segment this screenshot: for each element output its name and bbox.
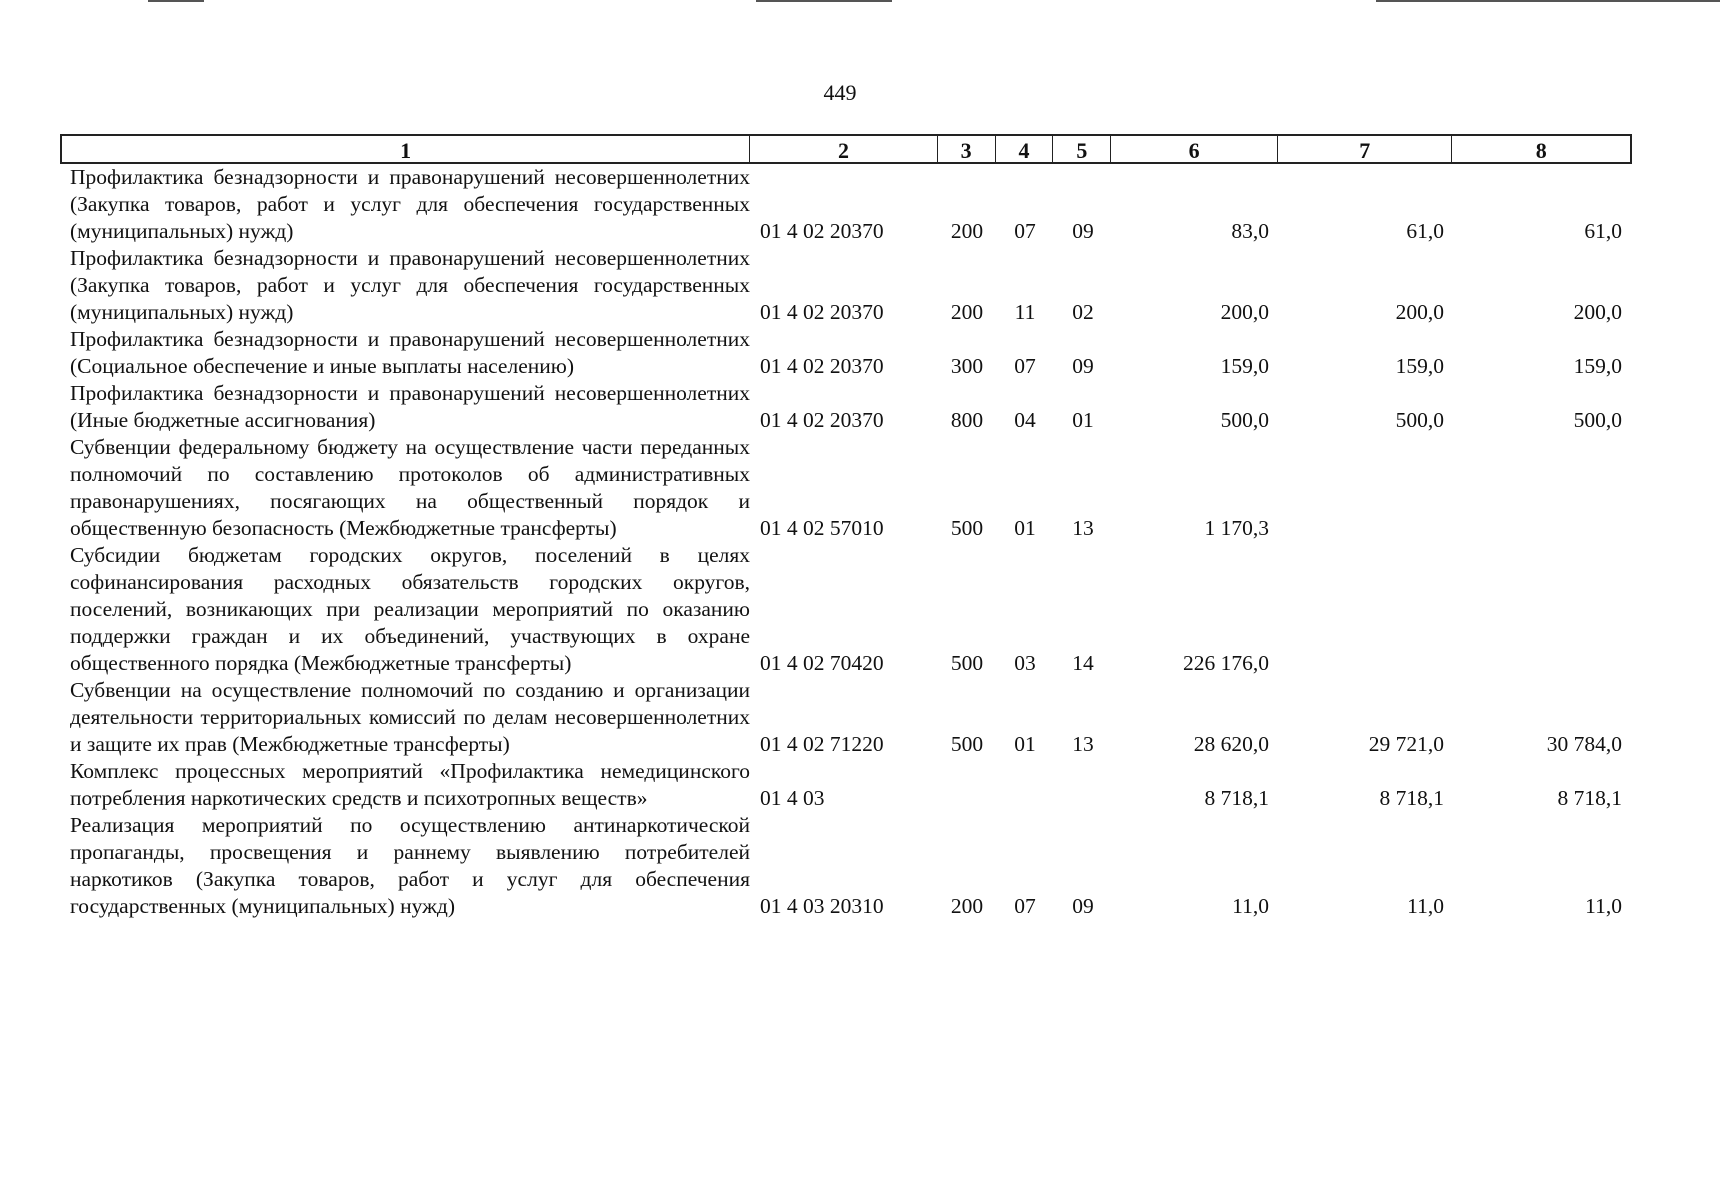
- column-header: 6: [1111, 136, 1278, 162]
- amount-column-8: 11,0: [1585, 894, 1622, 918]
- amount-column-8: 200,0: [1573, 300, 1622, 324]
- amount-column-8: 61,0: [1584, 219, 1622, 243]
- expense-type-code: 200: [950, 300, 984, 324]
- amount-column-6: 28 620,0: [1193, 732, 1269, 756]
- column-header: 1: [62, 136, 750, 162]
- amount-column-8: 30 784,0: [1546, 732, 1622, 756]
- column-header: 5: [1053, 136, 1111, 162]
- target-article-code: 01 4 02 20370: [760, 354, 884, 378]
- row-description: Профилактика безнадзорности и правонарушений несовершеннолетних (Закупка товаров, работ и услуг для обеспечения государственных (муниципальных) нужд): [70, 165, 750, 243]
- target-article-code: 01 4 02 57010: [760, 516, 884, 540]
- table-row: [60, 542, 1632, 677]
- amount-column-6: 8 718,1: [1204, 786, 1269, 810]
- expense-type-code: 500: [950, 732, 984, 756]
- row-description: Субсидии бюджетам городских округов, поселений в целях софинансирования расходных обязательств городских округов, поселений, возникающих при реализации мероприятий по оказанию поддержки граждан и их объединений, участвующих в охране общественного порядка (Межбюджетные трансферты): [70, 543, 750, 675]
- table-row: [60, 758, 1632, 812]
- table-row: [60, 326, 1632, 380]
- section-code: 03: [1014, 651, 1036, 675]
- expense-type-code: 200: [950, 894, 984, 918]
- target-article-code: 01 4 02 71220: [760, 732, 884, 756]
- amount-column-7: 500,0: [1395, 408, 1444, 432]
- subsection-code: 01: [1072, 408, 1094, 432]
- table-row: [60, 245, 1632, 326]
- row-description: Субвенции федеральному бюджету на осуществление части переданных полномочий по составлению протоколов об административных правонарушениях, посягающих на общественный порядок и общественную безопасность (Межбюджетные трансферты): [70, 435, 750, 540]
- amount-column-7: 61,0: [1406, 219, 1444, 243]
- target-article-code: 01 4 02 70420: [760, 651, 884, 675]
- column-header: 2: [750, 136, 938, 162]
- column-header: 7: [1278, 136, 1453, 162]
- target-article-code: 01 4 03 20310: [760, 894, 884, 918]
- amount-column-6: 1 170,3: [1204, 516, 1269, 540]
- section-code: 01: [1014, 732, 1036, 756]
- subsection-code: 14: [1072, 651, 1094, 675]
- expense-type-code: 300: [950, 354, 984, 378]
- scan-edge-line: [756, 0, 892, 2]
- amount-column-6: 200,0: [1220, 300, 1269, 324]
- table-row: [60, 677, 1632, 758]
- column-header: 3: [938, 136, 996, 162]
- table-row: [60, 812, 1632, 920]
- target-article-code: 01 4 02 20370: [760, 219, 884, 243]
- amount-column-6: 226 176,0: [1183, 651, 1269, 675]
- table-header: [60, 134, 1632, 164]
- amount-column-8: 8 718,1: [1557, 786, 1622, 810]
- column-header: 8: [1535, 137, 1547, 163]
- expense-type-code: 200: [950, 219, 984, 243]
- subsection-code: 09: [1072, 219, 1094, 243]
- section-code: 11: [1014, 300, 1036, 324]
- amount-column-7: 159,0: [1395, 354, 1444, 378]
- row-description: Комплекс процессных мероприятий «Профилактика немедицинского потребления наркотических средств и психотропных веществ»: [70, 759, 750, 810]
- page-number: 449: [823, 80, 857, 105]
- amount-column-6: 500,0: [1220, 408, 1269, 432]
- section-code: 04: [1014, 408, 1036, 432]
- amount-column-6: 159,0: [1220, 354, 1269, 378]
- table-row: [60, 164, 1632, 245]
- section-code: 07: [1014, 354, 1036, 378]
- target-article-code: 01 4 02 20370: [760, 408, 884, 432]
- expense-type-code: 500: [950, 651, 984, 675]
- section-code: 07: [1014, 894, 1036, 918]
- row-description: Реализация мероприятий по осуществлению антинаркотической пропаганды, просвещения и раннему выявлению потребителей наркотиков (Закупка товаров, работ и услуг для обеспечения государственных (муниципальных) нужд): [70, 813, 750, 918]
- amount-column-7: 8 718,1: [1379, 786, 1444, 810]
- subsection-code: 09: [1072, 894, 1094, 918]
- amount-column-6: 83,0: [1231, 219, 1269, 243]
- subsection-code: 13: [1072, 516, 1094, 540]
- expense-type-code: 800: [950, 408, 984, 432]
- row-description: Профилактика безнадзорности и правонарушений несовершеннолетних (Иные бюджетные ассигнования): [70, 381, 750, 432]
- section-code: 07: [1014, 219, 1036, 243]
- table-body: [60, 164, 1632, 920]
- amount-column-6: 11,0: [1232, 894, 1269, 918]
- amount-column-7: 11,0: [1407, 894, 1444, 918]
- target-article-code: 01 4 03: [760, 786, 825, 810]
- table-row: [60, 434, 1632, 542]
- table-row: [60, 380, 1632, 434]
- amount-column-7: 29 721,0: [1368, 732, 1444, 756]
- row-description: Профилактика безнадзорности и правонарушений несовершеннолетних (Социальное обеспечение и иные выплаты населению): [70, 327, 750, 378]
- subsection-code: 09: [1072, 354, 1094, 378]
- amount-column-7: 200,0: [1395, 300, 1444, 324]
- column-header: 4: [996, 136, 1054, 162]
- expense-type-code: 500: [950, 516, 984, 540]
- row-description: Субвенции на осуществление полномочий по созданию и организации деятельности территориальных комиссий по делам несовершеннолетних и защите их прав (Межбюджетные трансферты): [70, 678, 750, 756]
- target-article-code: 01 4 02 20370: [760, 300, 884, 324]
- row-description: Профилактика безнадзорности и правонарушений несовершеннолетних (Закупка товаров, работ и услуг для обеспечения государственных (муниципальных) нужд): [70, 246, 750, 324]
- subsection-code: 13: [1072, 732, 1094, 756]
- amount-column-8: 500,0: [1573, 408, 1622, 432]
- subsection-code: 02: [1072, 300, 1094, 324]
- budget-table: [60, 134, 1632, 920]
- section-code: 01: [1014, 516, 1036, 540]
- amount-column-8: 159,0: [1573, 354, 1622, 378]
- scan-edge-line: [1376, 0, 1720, 2]
- scan-edge-line: [148, 0, 204, 2]
